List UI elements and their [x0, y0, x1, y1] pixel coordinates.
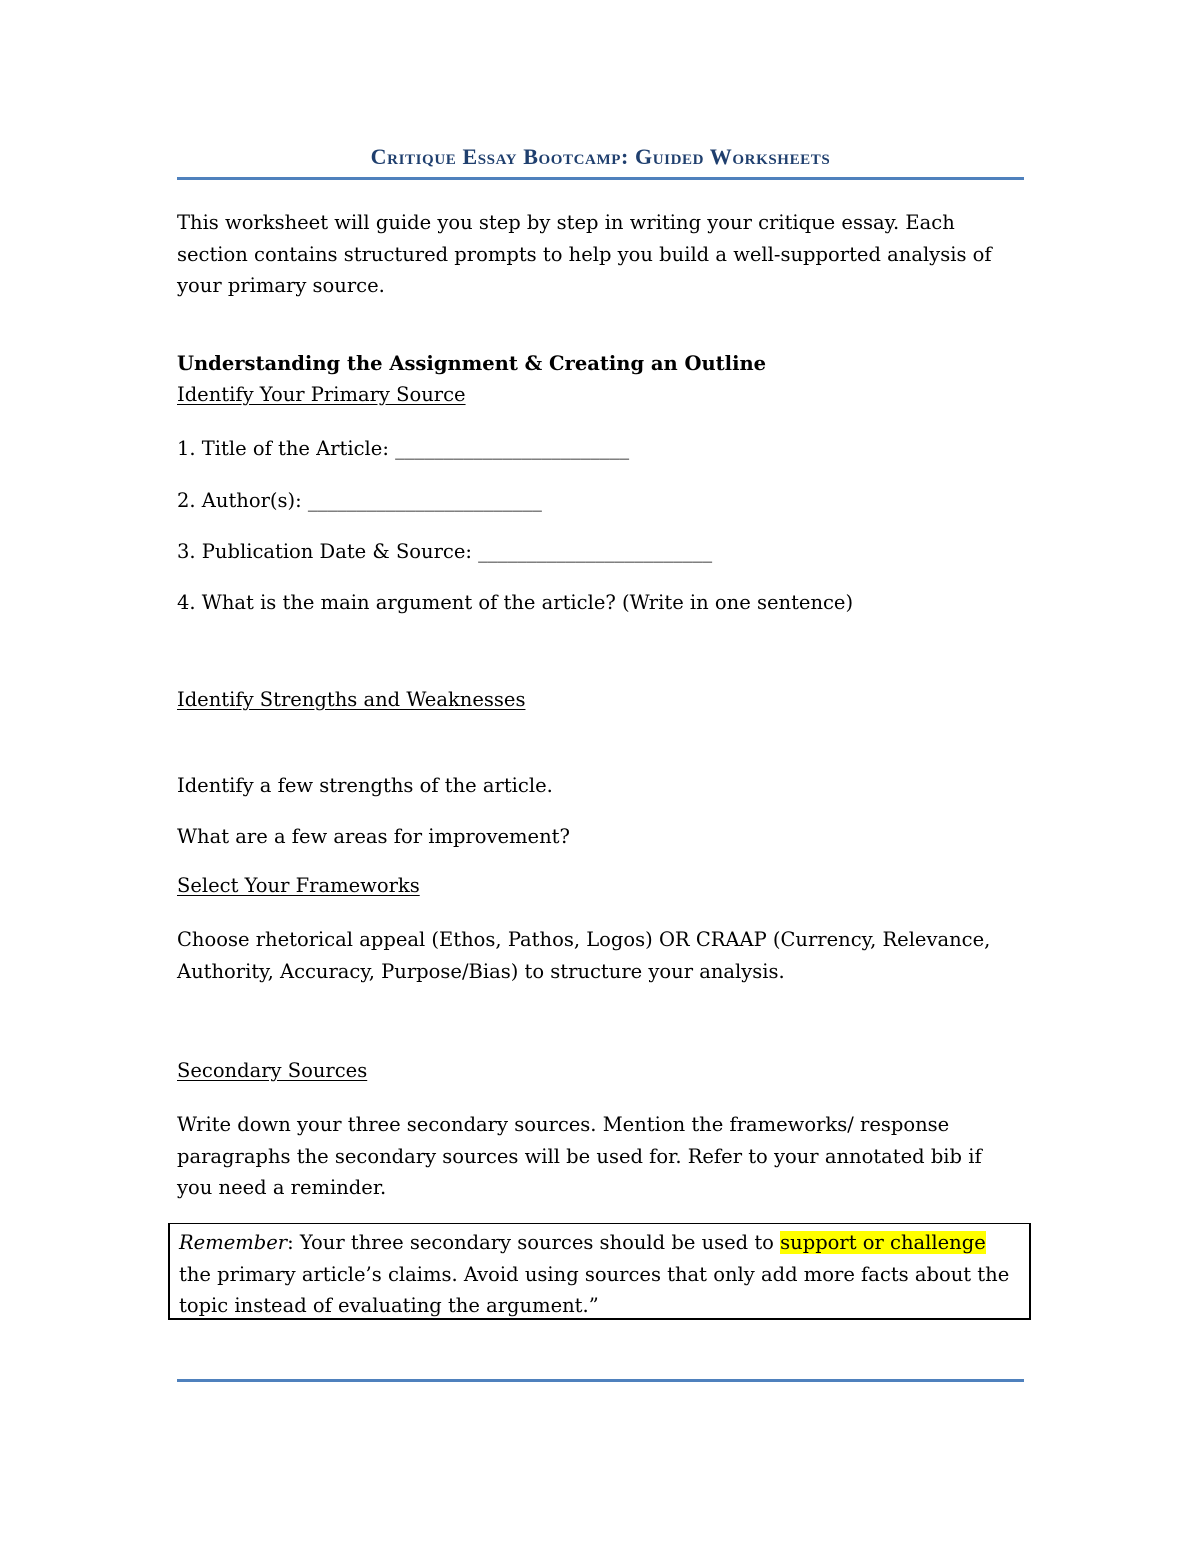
subheading-secondary-sources: Secondary Sources: [177, 1059, 368, 1082]
intro-line: your primary source.: [177, 274, 385, 297]
item-title-of-article: 1. Title of the Article: ________________________: [177, 437, 630, 460]
frameworks-line: Authority, Accuracy, Purpose/Bias) to structure your analysis.: [177, 959, 785, 983]
frameworks-paragraph: [177, 924, 990, 987]
secondary-line: you need a reminder.: [177, 1176, 387, 1199]
callout-line-1: [179, 1227, 1009, 1259]
item-authors: 2. Author(s): ________________________: [177, 489, 542, 512]
prompt-improvement: What are a few areas for improvement?: [177, 825, 570, 848]
callout-label: Remember: [179, 1231, 288, 1254]
frameworks-line: Choose rhetorical appeal (Ethos, Pathos, Logos) OR CRAAP (Currency, Relevance,: [177, 928, 991, 951]
title-divider: [177, 177, 1024, 180]
item-main-argument: 4. What is the main argument of the article? (Write in one sentence): [177, 591, 854, 614]
callout-line-2: the primary article’s claims. Avoid using sources that only add more facts about the: [179, 1262, 1010, 1286]
callout-text: [179, 1227, 1009, 1322]
footer-divider: [177, 1379, 1024, 1382]
item-publication-date: 3. Publication Date & Source: ________________________: [177, 540, 713, 563]
secondary-line: paragraphs the secondary sources will be used for. Refer to your annotated bib if: [177, 1144, 982, 1168]
secondary-line: Write down your three secondary sources. Mention the frameworks/ response: [177, 1113, 950, 1136]
subheading-strengths-weaknesses: Identify Strengths and Weaknesses: [177, 688, 526, 711]
callout-highlight: support or challenge: [780, 1231, 986, 1254]
section-heading-outline: Understanding the Assignment & Creating an Outline: [177, 352, 767, 375]
page-title: Critique Essay Bootcamp: Guided Worksheets: [370, 144, 831, 169]
callout-line-3: topic instead of evaluating the argument.”: [179, 1294, 599, 1317]
secondary-sources-paragraph: [177, 1109, 982, 1204]
intro-line: section contains structured prompts to help you build a well-supported analysis of: [177, 242, 992, 266]
intro-paragraph: [177, 207, 992, 302]
subheading-primary-source: Identify Your Primary Source: [177, 383, 466, 406]
callout-line-1-text: : Your three secondary sources should be used to: [287, 1231, 781, 1254]
remember-callout-box: [168, 1223, 1031, 1320]
intro-line: This worksheet will guide you step by step in writing your critique essay. Each: [177, 211, 955, 234]
prompt-strengths: Identify a few strengths of the article.: [177, 774, 553, 797]
subheading-frameworks: Select Your Frameworks: [177, 874, 420, 897]
